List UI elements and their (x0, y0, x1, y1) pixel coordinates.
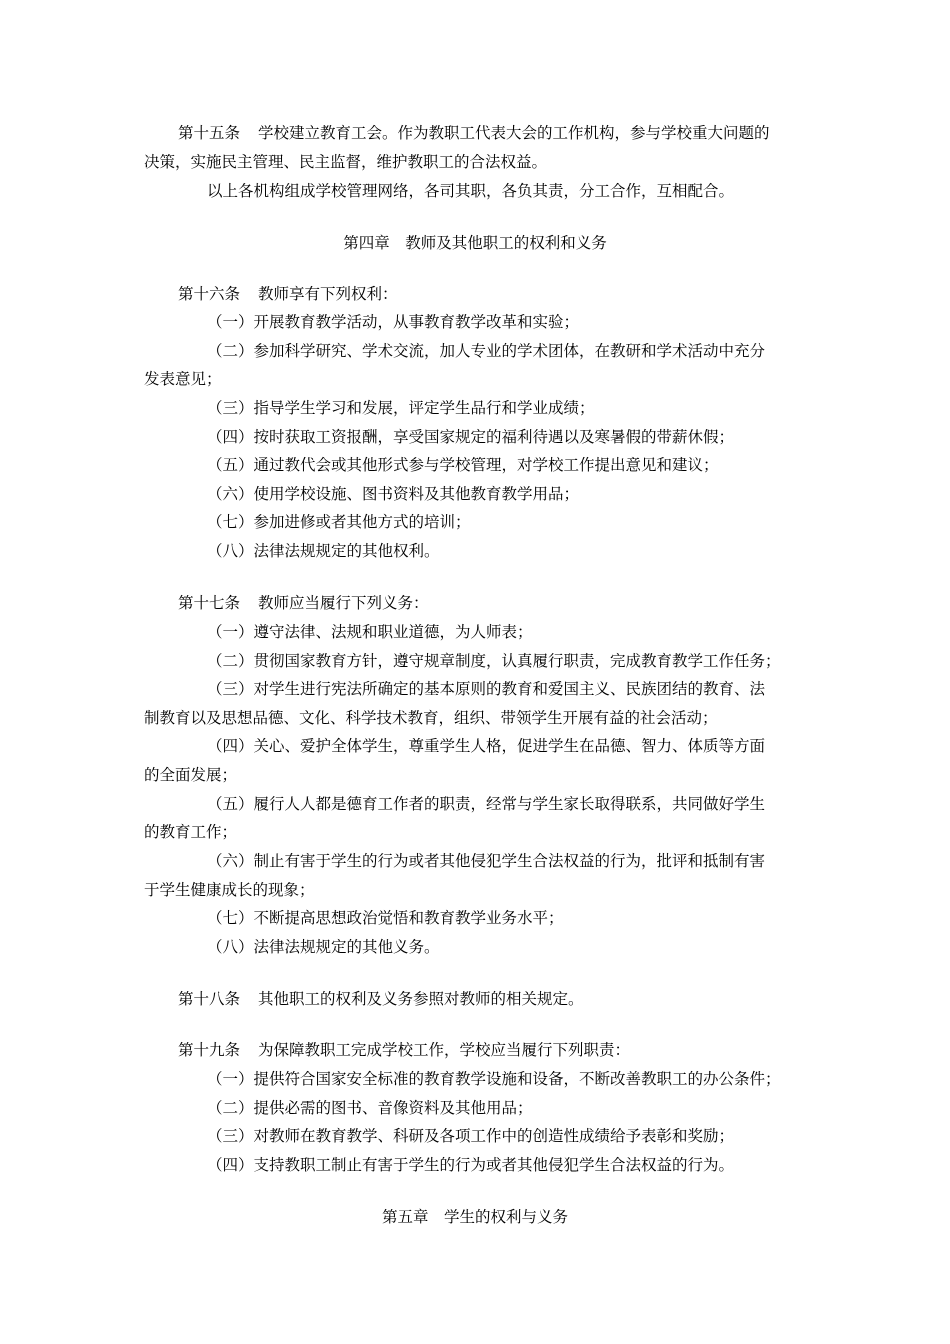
list-item: （七）参加进修或者其他方式的培训； (207, 513, 471, 531)
article-number: 第十九条 (178, 1041, 241, 1059)
list-item: （二）参加科学研究、学术交流，加人专业的学术团体，在教研和学术活动中充分 (207, 342, 766, 360)
chapter-5-title: 第五章 学生的权利与义务 (381, 1208, 568, 1226)
article-18-heading (178, 989, 950, 1009)
list-item: （四）按时获取工资报酬，享受国家规定的福利待遇以及寒暑假的带薪休假； (207, 428, 735, 446)
article-17-heading (178, 593, 950, 613)
list-item: （三）对教师在教育教学、科研及各项工作中的创造性成绩给予表彰和奖励； (207, 1127, 735, 1145)
article-text: 为保障教职工完成学校工作，学校应当履行下列职责： (258, 1041, 631, 1059)
list-item-continuation: 制教育以及思想品德、文化、科学技术教育，组织、带领学生开展有益的社会活动； (144, 709, 718, 727)
article-number: 第十六条 (178, 285, 241, 303)
article-text: 学校建立教育工会。作为教职工代表大会的工作机构，参与学校重大问题的 (258, 124, 770, 142)
list-item: （六）使用学校设施、图书资料及其他教育教学用品； (207, 485, 580, 503)
article-15-continuation: 决策，实施民主管理、民主监督，维护教职工的合法权益。 (144, 153, 548, 171)
list-item: （二）提供必需的图书、音像资料及其他用品； (207, 1099, 533, 1117)
article-15-heading (178, 123, 950, 143)
list-item: （四）支持教职工制止有害于学生的行为或者其他侵犯学生合法权益的行为。 (207, 1156, 735, 1174)
list-item: （一）遵守法律、法规和职业道德，为人师表； (207, 623, 533, 641)
article-number: 第十八条 (178, 990, 241, 1008)
article-19-heading (178, 1040, 950, 1060)
list-item-continuation: 发表意见； (144, 370, 222, 388)
list-item-continuation: 的全面发展； (144, 766, 238, 784)
list-item: （六）制止有害于学生的行为或者其他侵犯学生合法权益的行为，批评和抵制有害 (207, 852, 766, 870)
list-item: （一）提供符合国家安全标准的教育教学设施和设备，不断改善教职工的办公条件； (207, 1070, 781, 1088)
article-text: 教师享有下列权利： (258, 285, 398, 303)
chapter-4-title: 第四章 教师及其他职工的权利和义务 (343, 234, 607, 252)
article-16-heading (178, 284, 950, 304)
article-text: 教师应当履行下列义务： (258, 594, 429, 612)
list-item: （二）贯彻国家教育方针，遵守规章制度，认真履行职责，完成教育教学工作任务； (207, 652, 781, 670)
list-item: （四）关心、爱护全体学生，尊重学生人格，促进学生在品德、智力、体质等方面 (207, 737, 766, 755)
article-15-summary: 以上各机构组成学校管理网络，各司其职，各负其责，分工合作，互相配合。 (207, 182, 735, 200)
article-number: 第十五条 (178, 124, 241, 142)
list-item: （五）履行人人都是德育工作者的职责，经常与学生家长取得联系，共同做好学生 (207, 795, 766, 813)
list-item: （一）开展教育教学活动，从事教育教学改革和实验； (207, 313, 580, 331)
article-number: 第十七条 (178, 594, 241, 612)
list-item-continuation: 于学生健康成长的现象； (144, 881, 315, 899)
list-item: （七）不断提高思想政治觉悟和教育教学业务水平； (207, 909, 564, 927)
list-item: （三）对学生进行宪法所确定的基本原则的教育和爱国主义、民族团结的教育、法 (207, 680, 766, 698)
article-text: 其他职工的权利及义务参照对教师的相关规定。 (258, 990, 584, 1008)
list-item: （五）通过教代会或其他形式参与学校管理，对学校工作提出意见和建议； (207, 456, 719, 474)
list-item-continuation: 的教育工作； (144, 823, 238, 841)
list-item: （三）指导学生学习和发展，评定学生品行和学业成绩； (207, 399, 595, 417)
list-item: （八）法律法规规定的其他权利。 (207, 542, 440, 560)
list-item: （八）法律法规规定的其他义务。 (207, 938, 440, 956)
